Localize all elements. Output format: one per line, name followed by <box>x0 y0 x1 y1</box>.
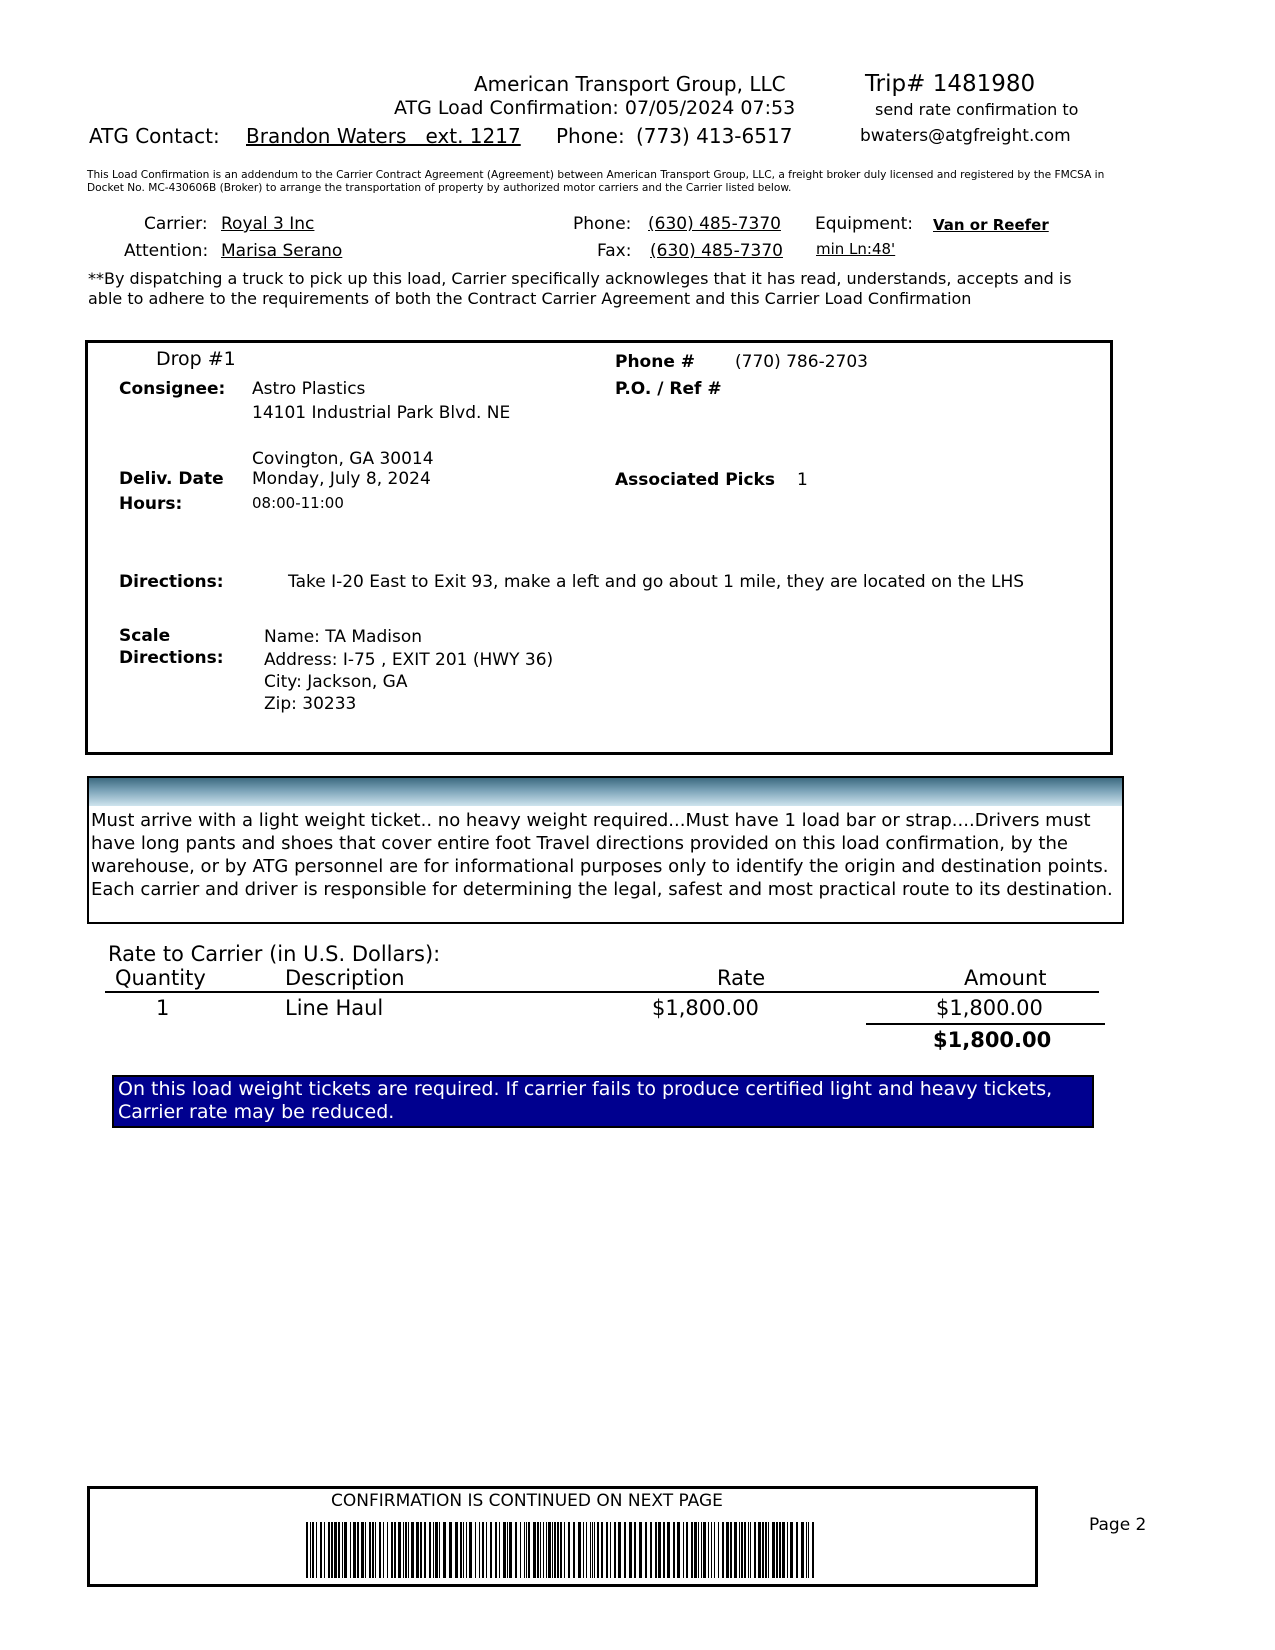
acknowledgement-text: **By dispatching a truck to pick up this load, Carrier specifically acknowleges that it has read, understands, accepts and is able to adhere to the requirements of both the Contract Carrier Agreement and this Carrier Load Confirmation <box>88 269 1072 308</box>
carrier-fax: (630) 485-7370 <box>650 241 783 261</box>
rate-header-amount: Amount <box>964 966 1047 990</box>
equipment-label: Equipment: <box>815 214 914 234</box>
rate-row-amount: $1,800.00 <box>936 996 1043 1020</box>
carrier-label: Carrier: <box>144 214 208 234</box>
notes-text: Must arrive with a light weight ticket.. no heavy weight required...Must have 1 load bar or strap....Drivers must have long pants and shoes that cover entire foot Travel directions provided on this load confirmation, by the warehouse, or by ATG personnel are for informational purposes only to identify the origin and destination points. Each carrier and driver is responsible for determining the legal, safest and most practical route to its destination. <box>91 810 1113 900</box>
attention-label: Attention: <box>124 241 209 261</box>
hours-value: 08:00-11:00 <box>252 494 344 512</box>
carrier-fax-label: Fax: <box>597 241 632 261</box>
scale-name: Name: TA Madison <box>264 627 423 647</box>
associated-picks-label: Associated Picks <box>615 470 775 490</box>
page-number: Page 2 <box>1089 1515 1147 1535</box>
confirmation-date: ATG Load Confirmation: 07/05/2024 07:53 <box>394 97 796 119</box>
consignee-address: 14101 Industrial Park Blvd. NE <box>252 403 511 423</box>
company-name: American Transport Group, LLC <box>474 72 786 96</box>
drop-phone-label: Phone # <box>615 352 696 372</box>
equipment-value: Van or Reefer <box>933 216 1049 234</box>
barcode-icon <box>306 1522 820 1578</box>
rate-header-rule <box>105 991 1099 993</box>
send-rate-label: send rate confirmation to <box>875 100 1079 119</box>
deliv-date-label: Deliv. Date <box>119 469 224 489</box>
directions-label: Directions: <box>119 572 224 592</box>
deliv-date: Monday, July 8, 2024 <box>252 469 431 489</box>
consignee-city: Covington, GA 30014 <box>252 449 434 469</box>
disclaimer-text: This Load Confirmation is an addendum to the Carrier Contract Agreement (Agreement) between American Transport Group, LLC, a freight broker duly licensed and registered by the FMCSA in Docket No. MC-430606B (Broker) to arrange the transportation of property by authorized motor carriers and the Carrier listed below. <box>87 169 1105 194</box>
notes-header-band <box>89 778 1122 806</box>
rate-header-description: Description <box>285 966 405 990</box>
rate-row-rate: $1,800.00 <box>652 996 759 1020</box>
contact-label: ATG Contact: <box>89 124 220 148</box>
scale-city: City: Jackson, GA <box>264 672 408 692</box>
scale-zip: Zip: 30233 <box>264 694 357 714</box>
consignee-name: Astro Plastics <box>252 379 366 399</box>
contact-name: Brandon Waters ext. 1217 <box>246 124 521 148</box>
send-rate-email: bwaters@atgfreight.com <box>860 126 1071 146</box>
carrier-phone: (630) 485-7370 <box>648 214 781 234</box>
consignee-label: Consignee: <box>119 379 226 399</box>
rate-total: $1,800.00 <box>933 1028 1052 1052</box>
rate-header-quantity: Quantity <box>115 966 206 990</box>
rate-header-rate: Rate <box>717 966 766 990</box>
scale-address: Address: I-75 , EXIT 201 (HWY 36) <box>264 650 554 670</box>
contact-phone: (773) 413-6517 <box>636 124 793 148</box>
continued-text: CONFIRMATION IS CONTINUED ON NEXT PAGE <box>331 1491 723 1511</box>
rate-title: Rate to Carrier (in U.S. Dollars): <box>108 942 441 966</box>
scale-label-2: Directions: <box>119 648 224 668</box>
rate-amount-rule <box>866 1023 1105 1025</box>
carrier-name: Royal 3 Inc <box>221 214 315 234</box>
drop-phone: (770) 786-2703 <box>735 352 868 372</box>
rate-row-quantity: 1 <box>156 996 170 1020</box>
drop-box <box>85 340 1113 755</box>
trip-number: Trip# 1481980 <box>865 71 1036 97</box>
directions-text: Take I-20 East to Exit 93, make a left and go about 1 mile, they are located on the LHS <box>288 572 1025 592</box>
min-length: min Ln:48' <box>816 240 896 258</box>
rate-row-description: Line Haul <box>285 996 384 1020</box>
drop-title: Drop #1 <box>156 348 236 370</box>
hours-label: Hours: <box>119 494 183 514</box>
associated-picks-value: 1 <box>797 470 808 490</box>
scale-label-1: Scale <box>119 626 171 646</box>
attention-name: Marisa Serano <box>221 241 343 261</box>
weight-ticket-notice: On this load weight tickets are required. If carrier fails to produce certified light and heavy tickets, Carrier rate may be reduced. <box>112 1075 1094 1128</box>
notes-box <box>87 776 1124 924</box>
carrier-phone-label: Phone: <box>573 214 632 234</box>
po-label: P.O. / Ref # <box>615 379 722 399</box>
contact-phone-label: Phone: <box>556 124 625 148</box>
